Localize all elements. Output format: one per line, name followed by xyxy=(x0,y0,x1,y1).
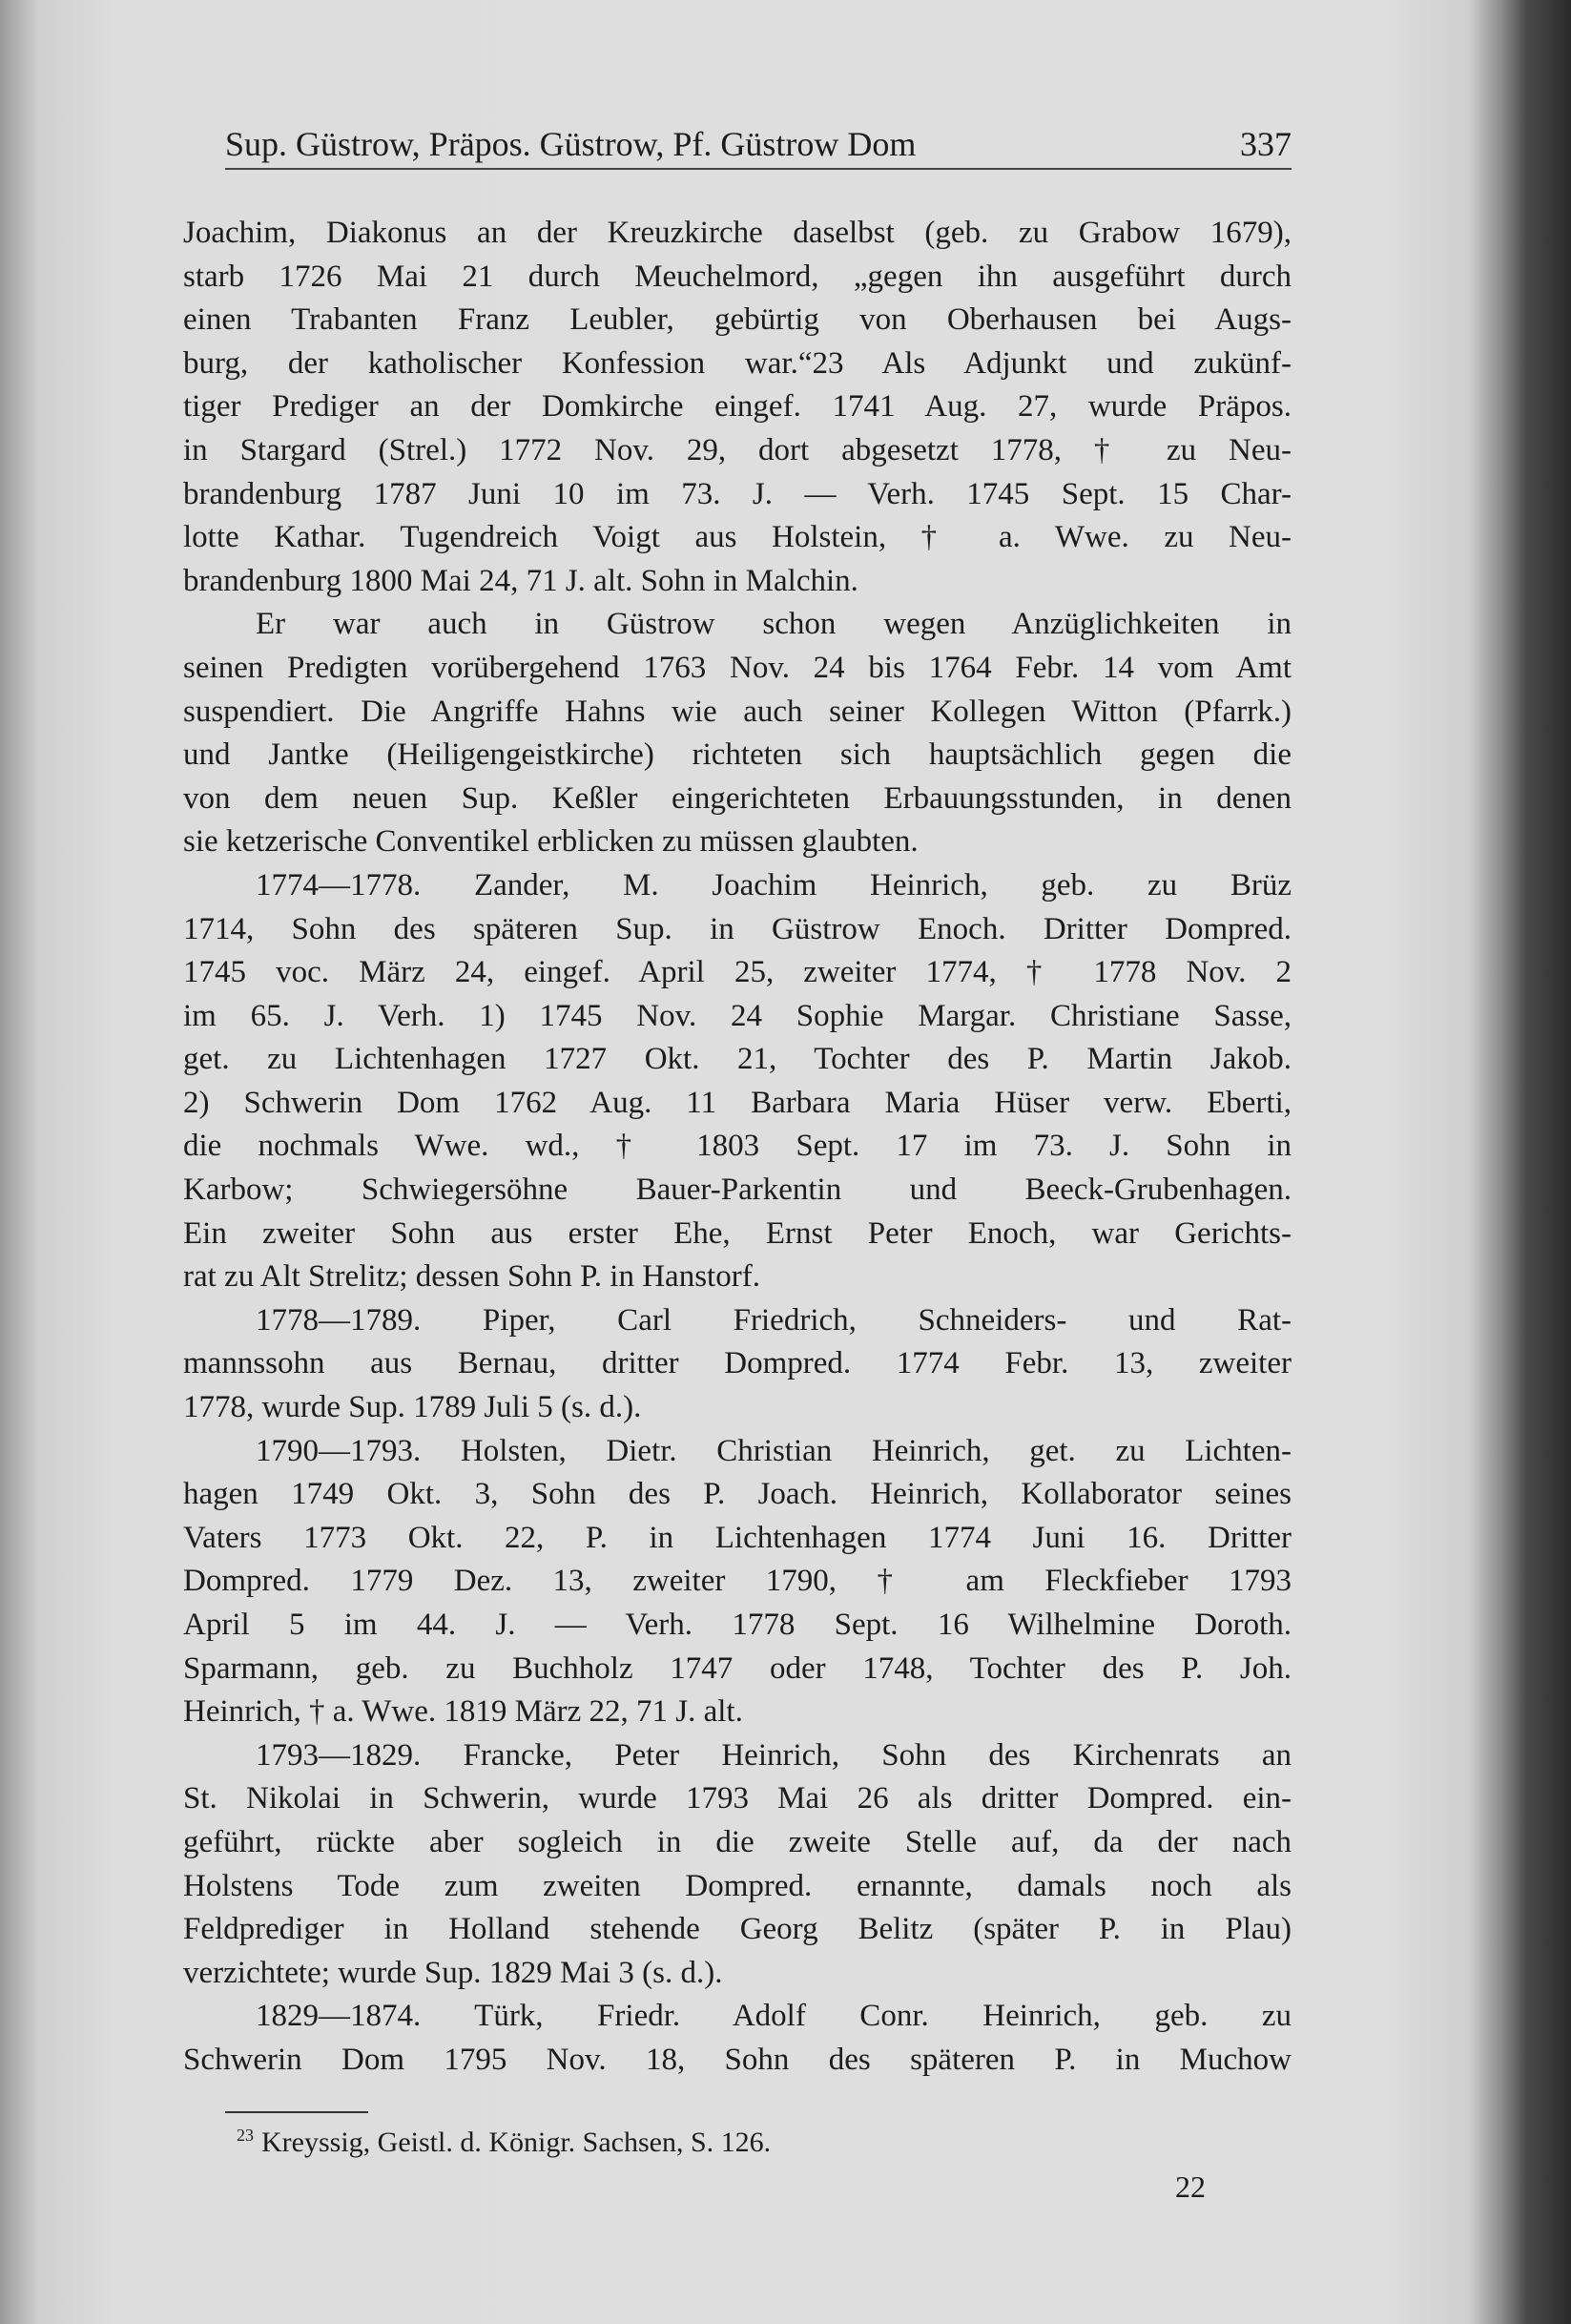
text-line: St. Nikolai in Schwerin, wurde 1793 Mai 26 als dritter Dompred. ein- xyxy=(183,1781,1292,1816)
text-line: 1793—1829. Francke, Peter Heinrich, Sohn des Kirchenrats an xyxy=(256,1737,1292,1773)
footnote xyxy=(237,2126,771,2159)
text-line: einen Trabanten Franz Leubler, gebürtig von Oberhausen bei Augs- xyxy=(183,302,1292,338)
text-line: Heinrich, † a. Wwe. 1819 März 22, 71 J. alt. xyxy=(183,1694,743,1730)
text-line: 1829—1874. Türk, Friedr. Adolf Conr. Heinrich, geb. zu xyxy=(256,1999,1292,2034)
text-line: Vaters 1773 Okt. 22, P. in Lichtenhagen 1774 Juni 16. Dritter xyxy=(183,1520,1292,1555)
header-rule xyxy=(225,168,1292,170)
text-line: Dompred. 1779 Dez. 13, zweiter 1790, † am Fleckfieber 1793 xyxy=(183,1564,1292,1599)
text-line: mannssohn aus Bernau, dritter Dompred. 1774 Febr. 13, zweiter xyxy=(183,1346,1292,1381)
text-line: verzichtete; wurde Sup. 1829 Mai 3 (s. d.). xyxy=(183,1955,723,1990)
text-line: 1778—1789. Piper, Carl Friedrich, Schneiders- und Rat- xyxy=(256,1302,1292,1338)
text-line: 1790—1793. Holsten, Dietr. Christian Heinrich, get. zu Lichten- xyxy=(256,1433,1292,1468)
text-line: in Stargard (Strel.) 1772 Nov. 29, dort abgesetzt 1778, † zu Neu- xyxy=(183,432,1292,467)
text-line: 1774—1778. Zander, M. Joachim Heinrich, geb. zu Brüz xyxy=(256,867,1292,903)
text-line: starb 1726 Mai 21 durch Meuchelmord, „gegen ihn ausgeführt durch xyxy=(183,259,1292,294)
text-line: suspendiert. Die Angriffe Hahns wie auch seiner Kollegen Witton (Pfarrk.) xyxy=(183,694,1292,729)
footnote-rule xyxy=(225,2111,368,2113)
text-line: die nochmals Wwe. wd., † 1803 Sept. 17 im 73. J. Sohn in xyxy=(183,1129,1292,1164)
text-line: 1778, wurde Sup. 1789 Juli 5 (s. d.). xyxy=(183,1390,642,1425)
running-header xyxy=(225,116,1292,164)
text-line: Sparmann, geb. zu Buchholz 1747 oder 1748, Tochter des P. Joh. xyxy=(183,1650,1292,1686)
text-line: 1745 voc. März 24, eingef. April 25, zweiter 1774, † 1778 Nov. 2 xyxy=(183,955,1292,990)
text-line: Holstens Tode zum zweiten Dompred. ernannte, damals noch als xyxy=(183,1868,1292,1903)
signature-mark: 22 xyxy=(1175,2169,1206,2204)
body-text xyxy=(183,212,1292,2083)
text-line: brandenburg 1800 Mai 24, 71 J. alt. Sohn in Malchin. xyxy=(183,563,858,598)
text-line: Karbow; Schwiegersöhne Bauer-Parkentin und Beeck-Grubenhagen. xyxy=(183,1172,1292,1208)
text-line: hagen 1749 Okt. 3, Sohn des P. Joach. Heinrich, Kollaborator seines xyxy=(183,1477,1292,1512)
text-line: im 65. J. Verh. 1) 1745 Nov. 24 Sophie Margar. Christiane Sasse, xyxy=(183,998,1292,1033)
footnote-mark: 23 xyxy=(237,2126,254,2145)
text-line: tiger Prediger an der Domkirche eingef. 1741 Aug. 27, wurde Präpos. xyxy=(183,389,1292,425)
text-line: 1714, Sohn des späteren Sup. in Güstrow Enoch. Dritter Dompred. xyxy=(183,911,1292,946)
text-line: 2) Schwerin Dom 1762 Aug. 11 Barbara Maria Hüser verw. Eberti, xyxy=(183,1085,1292,1120)
text-line: burg, der katholischer Konfession war.“23 Als Adjunkt und zukünf- xyxy=(183,345,1292,381)
text-line: Er war auch in Güstrow schon wegen Anzüglichkeiten in xyxy=(256,607,1292,642)
text-line: und Jantke (Heiligengeistkirche) richteten sich hauptsächlich gegen die xyxy=(183,737,1292,773)
text-line: sie ketzerische Conventikel erblicken zu müssen glaubten. xyxy=(183,824,919,860)
text-line: get. zu Lichtenhagen 1727 Okt. 21, Tochter des P. Martin Jakob. xyxy=(183,1042,1292,1077)
text-line: lotte Kathar. Tugendreich Voigt aus Holstein, † a. Wwe. zu Neu- xyxy=(183,520,1292,555)
header-title: Sup. Güstrow, Präpos. Güstrow, Pf. Güstrow Dom xyxy=(225,125,917,163)
text-line: Feldprediger in Holland stehende Georg Belitz (später P. in Plau) xyxy=(183,1912,1292,1947)
text-line: seinen Predigten vorübergehend 1763 Nov. 24 bis 1764 Febr. 14 vom Amt xyxy=(183,650,1292,685)
footnote-text: Kreyssig, Geistl. d. Königr. Sachsen, S. 126. xyxy=(261,2127,772,2158)
text-line: Schwerin Dom 1795 Nov. 18, Sohn des späteren P. in Muchow xyxy=(183,2042,1292,2077)
text-line: rat zu Alt Strelitz; dessen Sohn P. in Hanstorf. xyxy=(183,1259,760,1295)
text-line: geführt, rückte aber sogleich in die zweite Stelle auf, da der nach xyxy=(183,1824,1292,1859)
text-line: brandenburg 1787 Juni 10 im 73. J. — Verh. 1745 Sept. 15 Char- xyxy=(183,476,1292,511)
text-line: Joachim, Diakonus an der Kreuzkirche daselbst (geb. zu Grabow 1679), xyxy=(183,216,1292,250)
text-line: Ein zweiter Sohn aus erster Ehe, Ernst Peter Enoch, war Gerichts- xyxy=(183,1215,1292,1251)
text-line: April 5 im 44. J. — Verh. 1778 Sept. 16 Wilhelmine Doroth. xyxy=(183,1608,1292,1642)
page-number: 337 xyxy=(1240,125,1292,163)
text-line: von dem neuen Sup. Keßler eingerichteten Erbauungsstunden, in denen xyxy=(183,780,1292,816)
